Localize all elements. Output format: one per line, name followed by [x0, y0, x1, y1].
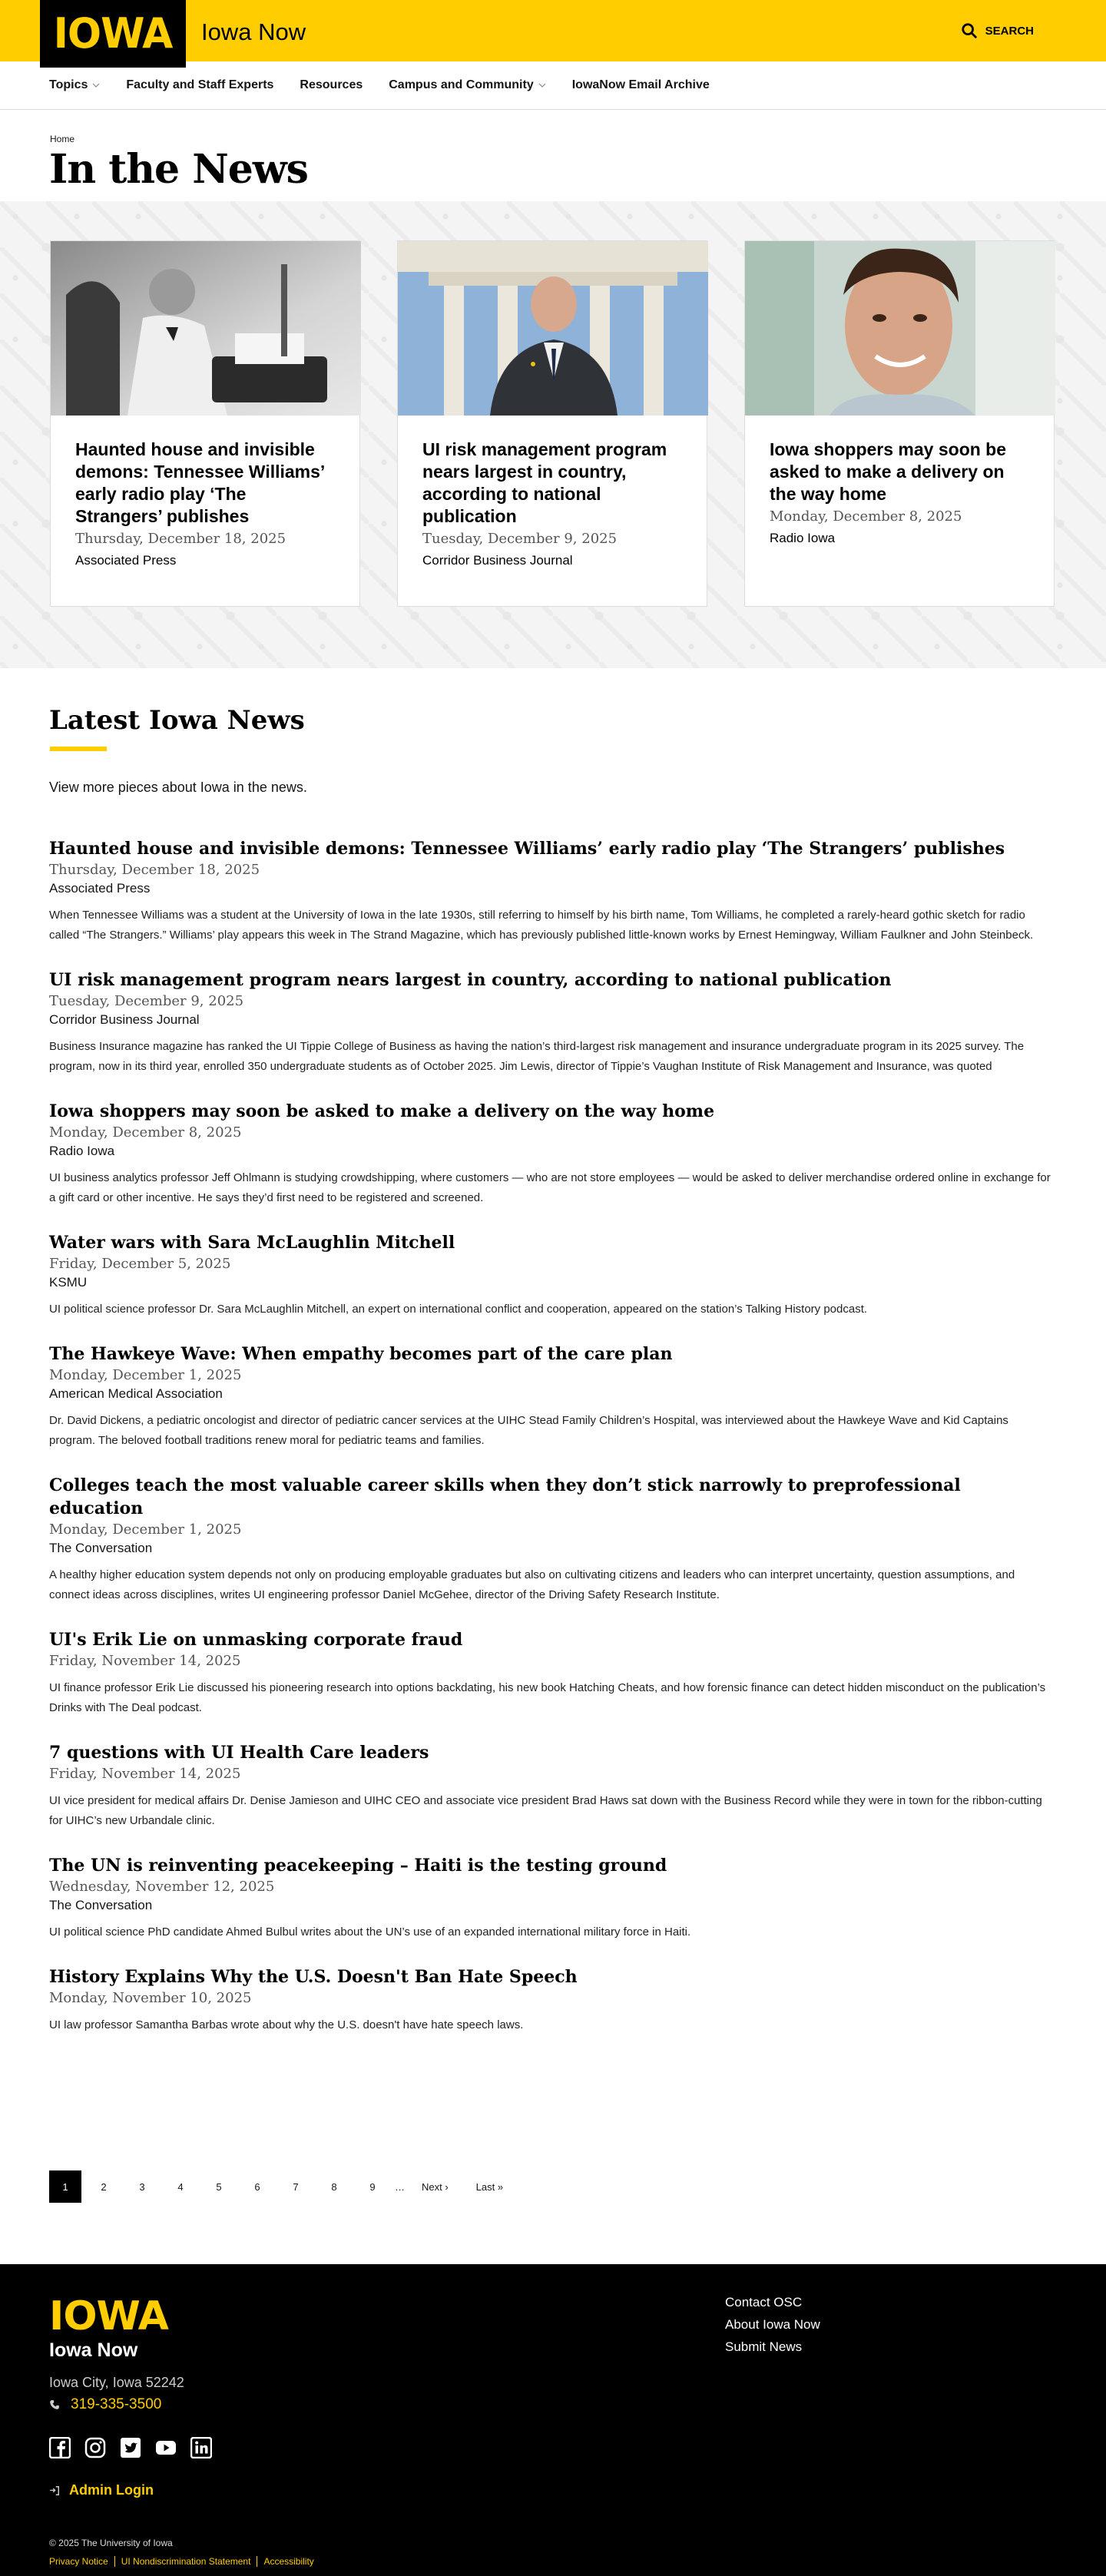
news-item [49, 837, 1057, 945]
site-header [0, 0, 1106, 110]
featured-card-source: Associated Press [75, 553, 177, 568]
news-item-date: Monday, November 10, 2025 [49, 1990, 252, 2006]
news-item-summary: UI finance professor Erik Lie discussed his pioneering research into options backdating, his new book Hatching Cheats, and how forensic finance can detect hidden misconduct on the publication’s Drinks with The Deal podcast. [49, 1681, 1046, 1714]
news-item-summary: UI business analytics professor Jeff Ohlmann is studying crowdshipping, where customers — who are not store employees — would be asked to deliver merchandise ordered online in exchange for a gift card or other incentive. He says they’d first need to be registered and screened. [49, 1171, 1051, 1204]
news-item-summary: Dr. David Dickens, a pediatric oncologist and director of pediatric cancer services at the UIHC Stead Family Children’s Hospital, was interviewed about the Hawkeye Wave and Kid Captains program. The beloved football traditions renew moral for pediatric teams and families. [49, 1414, 1008, 1447]
news-item [49, 1741, 1057, 1831]
news-item-title[interactable]: The Hawkeye Wave: When empathy becomes part of the care plan [49, 1344, 673, 1364]
featured-card[interactable] [744, 240, 1055, 607]
news-item [49, 1343, 1057, 1451]
footer-link-contact-osc[interactable]: Contact OSC [725, 2295, 803, 2309]
news-item-date: Friday, November 14, 2025 [49, 1653, 241, 1669]
legal-link-ui-nondiscrimination-statement[interactable]: UI Nondiscrimination Statement [115, 2556, 258, 2567]
title-underline [50, 747, 107, 751]
footer-link-about-iowa-now[interactable]: About Iowa Now [725, 2317, 820, 2332]
news-item-source: Associated Press [49, 881, 151, 896]
page-link-5[interactable]: 5 [216, 2180, 222, 2193]
news-item-summary: UI political science professor Dr. Sara McLaughlin Mitchell, an expert on international conflict and cooperation, appeared on the station’s Talking History podcast. [49, 1303, 868, 1316]
news-item-title[interactable]: UI risk management program nears largest in country, according to national publication [49, 970, 892, 990]
page-link-3[interactable]: 3 [139, 2180, 145, 2193]
featured-card-date: Thursday, December 18, 2025 [75, 531, 286, 547]
footer-phone[interactable] [49, 2396, 161, 2413]
news-item-date: Tuesday, December 9, 2025 [49, 993, 244, 1009]
admin-login-label: Admin Login [69, 2482, 154, 2498]
nav-item-label: Campus and Community [389, 78, 534, 91]
page-link-7[interactable]: 7 [293, 2180, 299, 2193]
news-item-date: Monday, December 1, 2025 [49, 1367, 242, 1383]
news-item-title[interactable]: The UN is reinventing peacekeeping – Haiti is the testing ground [49, 1856, 667, 1876]
featured-card-source: Corridor Business Journal [422, 553, 573, 568]
nav-item-faculty-and-staff-experts[interactable] [126, 78, 273, 92]
news-item-date: Thursday, December 18, 2025 [49, 862, 260, 878]
legal-link-privacy-notice[interactable]: Privacy Notice [49, 2556, 115, 2567]
legal-links [49, 2556, 320, 2567]
latest-news-intro: View more pieces about Iowa in the news. [49, 780, 307, 795]
featured-card-body [51, 416, 359, 591]
news-item-source: KSMU [49, 1275, 88, 1290]
news-item-date: Monday, December 8, 2025 [49, 1124, 242, 1141]
logo-text: IOWA [53, 9, 173, 58]
twitter-icon[interactable] [120, 2437, 141, 2458]
news-item [49, 1231, 1057, 1319]
chevron-down-icon [92, 81, 100, 89]
breadcrumb[interactable]: Home [50, 134, 75, 144]
news-item-date: Monday, December 1, 2025 [49, 1521, 242, 1538]
search-label: SEARCH [985, 24, 1034, 38]
news-item-source: The Conversation [49, 1898, 153, 1912]
featured-card-image [398, 241, 708, 416]
news-item-title[interactable]: Colleges teach the most valuable career skills when they don’t stick narrowly to preprofessional education [49, 1475, 961, 1518]
news-item-title[interactable]: Water wars with Sara McLaughlin Mitchell [49, 1233, 455, 1253]
news-item [49, 1100, 1057, 1208]
featured-card[interactable] [397, 240, 707, 607]
news-item-source: American Medical Association [49, 1386, 223, 1401]
next-page-link[interactable]: Next › [422, 2180, 449, 2193]
page-link-4[interactable]: 4 [177, 2180, 184, 2193]
legal-link-accessibility[interactable]: Accessibility [263, 2556, 314, 2567]
news-item-date: Friday, December 5, 2025 [49, 1256, 231, 1272]
chevron-down-icon [538, 81, 546, 89]
search-button[interactable] [961, 22, 1034, 39]
news-item-summary: Business Insurance magazine has ranked the UI Tippie College of Business as having the nation’s third-largest risk management and insurance undergraduate program in its 2025 survey. The program, now in its third year, enrolled 350 undergraduate students as of October 2025. Jim Lewis, director of Tippie’s Vaughan Institute of Risk Management and Insurance, was quoted [49, 1040, 1025, 1073]
news-item [49, 1965, 1057, 2035]
news-item [49, 1474, 1057, 1605]
nav-item-label: Resources [300, 78, 363, 91]
nav-item-label: Topics [49, 78, 88, 91]
footer-site-name: Iowa Now [49, 2339, 138, 2361]
news-item-summary: A healthy higher education system depends not only on producing employable graduates but also on cultivating citizens and leaders who can interpret uncertainty, question assumptions, and connect ideas across disciplines, writes UI engineering professor Daniel McGehee, director of the Driving Safety Research Institute. [49, 1568, 1015, 1601]
phone-icon [49, 2399, 60, 2410]
featured-cards [50, 240, 1055, 607]
pagination [49, 2170, 520, 2203]
news-list [49, 837, 1057, 2058]
admin-login-link[interactable] [49, 2482, 154, 2498]
nav-item-resources[interactable] [300, 78, 363, 92]
news-item-title[interactable]: History Explains Why the U.S. Doesn't Ban Hate Speech [49, 1967, 578, 1987]
page-link-9[interactable]: 9 [369, 2180, 376, 2193]
page-title: In the News [49, 146, 308, 193]
featured-card-image [51, 241, 361, 416]
news-item [49, 1628, 1057, 1718]
footer-address: Iowa City, Iowa 52242 [49, 2375, 184, 2390]
news-item-title[interactable]: Iowa shoppers may soon be asked to make a delivery on the way home [49, 1101, 715, 1121]
featured-card-title[interactable]: UI risk management program nears largest in country, according to national publication [422, 439, 667, 526]
instagram-icon[interactable] [84, 2437, 106, 2458]
social-links [49, 2437, 212, 2458]
featured-card-body [398, 416, 707, 591]
featured-card-image [745, 241, 1055, 416]
page-ellipsis: … [395, 2180, 405, 2193]
news-item-title[interactable]: UI's Erik Lie on unmasking corporate fraud [49, 1630, 463, 1650]
featured-card-title[interactable]: Iowa shoppers may soon be asked to make a delivery on the way home [770, 439, 1007, 504]
footer-link-submit-news[interactable]: Submit News [725, 2339, 803, 2354]
page-link-8[interactable]: 8 [331, 2180, 337, 2193]
news-item [49, 1854, 1057, 1942]
news-item-summary: UI political science PhD candidate Ahmed Bulbul writes about the UN’s use of an expanded international military force in Haiti. [49, 1925, 691, 1939]
footer-links [725, 2295, 820, 2362]
news-item-date: Friday, November 14, 2025 [49, 1766, 241, 1782]
news-item-title[interactable]: 7 questions with UI Health Care leaders [49, 1743, 429, 1763]
footer-logo[interactable]: IOWA [49, 2293, 168, 2339]
facebook-icon[interactable] [49, 2437, 71, 2458]
site-name-link[interactable]: Iowa Now [201, 18, 306, 45]
search-icon [961, 22, 978, 39]
last-page-link[interactable]: Last » [475, 2180, 504, 2193]
linkedin-icon[interactable] [190, 2437, 212, 2458]
featured-card-date: Monday, December 8, 2025 [770, 508, 962, 525]
featured-card-date: Tuesday, December 9, 2025 [422, 531, 618, 547]
featured-card-source: Radio Iowa [770, 531, 836, 545]
news-item-summary: UI vice president for medical affairs Dr. Denise Jamieson and UIHC CEO and associate vice president Brad Haws sat down with the Business Record while they were in town for the ribbon-cutting for UIHC’s new Urbandale clinic. [49, 1794, 1042, 1827]
news-item-source: Radio Iowa [49, 1144, 115, 1158]
page-link-2[interactable]: 2 [101, 2180, 107, 2193]
site-footer [0, 2264, 1106, 2576]
footer-phone-number: 319-335-3500 [71, 2396, 162, 2412]
featured-card-body [745, 416, 1054, 569]
news-item-summary: When Tennessee Williams was a student at the University of Iowa in the late 1930s, still referring to himself by his birth name, Tom Williams, he completed a rarely-heard gothic sketch for radio called “The Strangers.” Williams’ play appears this week in The Strand Magazine, which has previously published little-known works by Ernest Hemingway, William Faulkner and John Steinbeck. [49, 909, 1034, 942]
nav-item-iowanow-email-archive[interactable] [572, 78, 710, 92]
copyright: © 2025 The University of Iowa [49, 2538, 173, 2548]
nav-item-label: Faculty and Staff Experts [126, 78, 274, 91]
iowa-logo[interactable] [40, 0, 186, 68]
featured-card[interactable] [50, 240, 360, 607]
news-item-date: Wednesday, November 12, 2025 [49, 1879, 275, 1895]
news-item-summary: UI law professor Samantha Barbas wrote about why the U.S. doesn't have hate speech laws. [49, 2018, 524, 2031]
featured-card-title[interactable]: Haunted house and invisible demons: Tennessee Williams’ early radio play ‘The Strangers’ publishes [75, 439, 325, 526]
news-item [49, 968, 1057, 1077]
top-bar [0, 0, 1106, 61]
nav-item-topics[interactable] [49, 78, 100, 92]
main-nav [0, 61, 1106, 110]
news-item-title[interactable]: Haunted house and invisible demons: Tennessee Williams’ early radio play ‘The Strangers’ publishes [49, 839, 1005, 859]
sign-in-icon [49, 2485, 60, 2496]
page-link-6[interactable]: 6 [254, 2180, 260, 2193]
youtube-icon[interactable] [155, 2437, 177, 2458]
news-item-source: The Conversation [49, 1541, 153, 1555]
news-item-source: Corridor Business Journal [49, 1012, 200, 1027]
latest-news-title: Latest Iowa News [49, 705, 305, 736]
nav-item-label: IowaNow Email Archive [571, 78, 710, 91]
nav-item-campus-and-community[interactable] [389, 78, 545, 92]
page-link-1[interactable]: 1 [49, 2170, 81, 2203]
